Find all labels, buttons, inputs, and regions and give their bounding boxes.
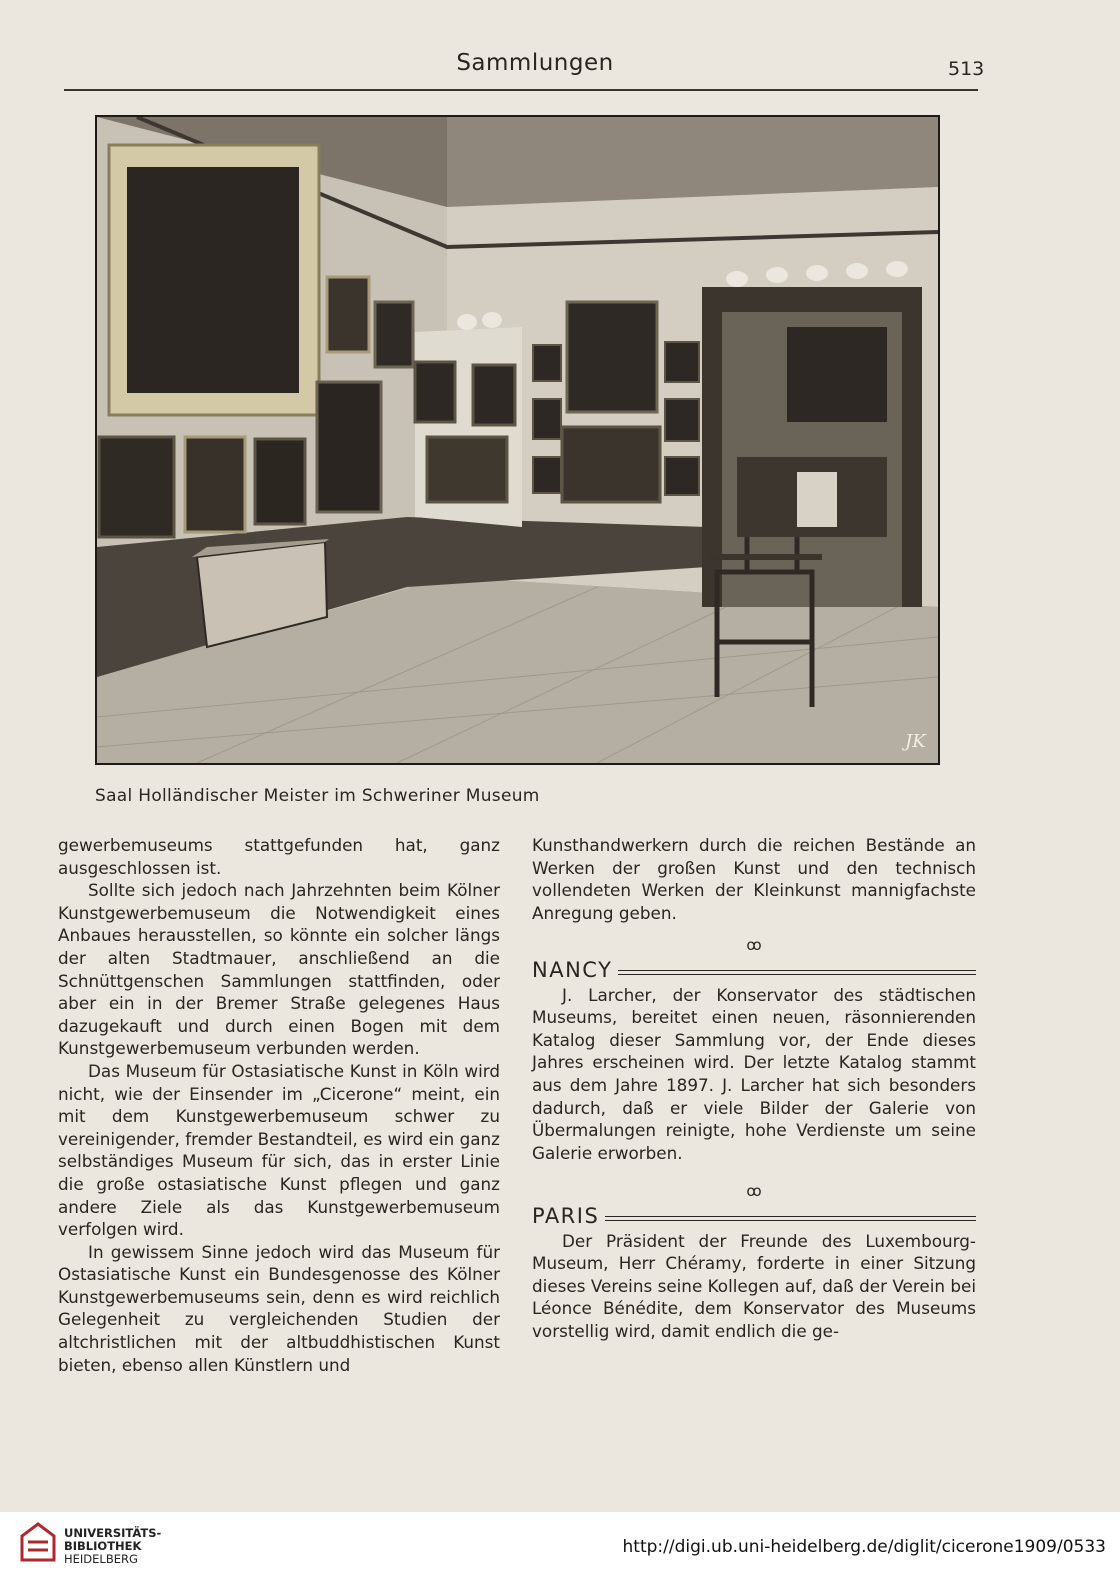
paragraph: Kunsthandwerkern durch die reichen Bestände an Werken der großen Kunst und den technisch vollendeten Werken der Kleinkunst mannigfachste Anregung geben. xyxy=(532,835,976,923)
library-logo-icon xyxy=(18,1520,58,1564)
library-name xyxy=(64,1527,161,1566)
heading-double-rule xyxy=(605,1216,976,1221)
paragraph: Das Museum für Ostasiatische Kunst in Köln wird nicht, wie der Einsender im „Cicerone“ meint, ein mit dem Kunstgewerbemuseum schwer zu vereinigender, fremder Bestandteil, es wird ein ganz selbständiges Museum für sich, das in erster Linie die große ostasiatische Kunst pflegen und ganz andere Ziele als das Kunstgewerbemuseum verfolgen wird. xyxy=(58,1060,500,1240)
left-text-column xyxy=(58,834,500,1376)
section-title-nancy: NANCY xyxy=(532,957,613,982)
photographer-monogram: JK xyxy=(905,731,926,752)
library-name-line: BIBLIOTHEK xyxy=(64,1539,142,1553)
running-head-title: Sammlungen xyxy=(456,50,614,76)
right-text-column xyxy=(532,834,976,1342)
section-separator: ꝏ xyxy=(746,936,762,955)
header-rule xyxy=(64,89,978,91)
paragraph: gewerbemuseums stattgefunden hat, ganz ausgeschlossen ist. xyxy=(58,835,500,878)
gallery-photo-illustration xyxy=(97,117,938,763)
section-title-paris: PARIS xyxy=(532,1203,600,1228)
library-name-line: HEIDELBERG xyxy=(64,1552,138,1566)
gallery-photograph xyxy=(95,115,940,765)
paragraph: In gewissem Sinne jedoch wird das Museum für Ostasiatische Kunst ein Bundesgenosse des Kölner Kunstgewerbemuseums sein, denn es wird reichlich Gelegenheit zu vergleichenden Studien der altchristlichen mit der altbuddhistischen Kunst bieten, ebenso allen Künstlern und xyxy=(58,1241,500,1375)
figure-caption: Saal Holländischer Meister im Schweriner Museum xyxy=(95,786,540,806)
paragraph: Der Präsident der Freunde des Luxembourg-Museum, Herr Chéramy, forderte in einer Sitzung dieses Vereins seine Kollegen auf, daß der Verein bei Léonce Bénédite, dem Konservator des Museums vorstellig wird, damit endlich die ge- xyxy=(532,1230,976,1341)
page-number: 513 xyxy=(948,58,985,80)
section-heading-nancy xyxy=(532,959,976,982)
section-heading-paris xyxy=(532,1205,976,1228)
heading-double-rule xyxy=(618,970,976,975)
permalink-url[interactable]: http://digi.ub.uni-heidelberg.de/diglit/cicerone1909/0533 xyxy=(622,1537,1106,1557)
paragraph: J. Larcher, der Konservator des städtischen Museums, bereitet einen neuen, räsonnierenden Katalog dieser Sammlung vor, der Ende dieses Jahres erscheinen wird. Der letzte Katalog stammt aus dem Jahre 1897. J. Larcher hat sich besonders dadurch, daß er viele Bilder der Galerie von Übermalungen reinigte, hohe Verdienste um seine Galerie erworben. xyxy=(532,984,976,1163)
section-separator: ꝏ xyxy=(746,1182,762,1201)
library-name-line: UNIVERSITÄTS- xyxy=(64,1526,162,1540)
paragraph: Sollte sich jedoch nach Jahrzehnten beim Kölner Kunstgewerbemuseum die Notwendigkeit eines Anbaues herausstellen, so könnte ein solcher längs der alten Stadtmauer, anschließend an die Schnüttgenschen Sammlungen stattfinden, oder aber ein in der Bremer Straße gelegenes Haus dazugekauft und durch einen Bogen mit dem Kunstgewerbemuseum verbunden werden. xyxy=(58,880,500,1059)
